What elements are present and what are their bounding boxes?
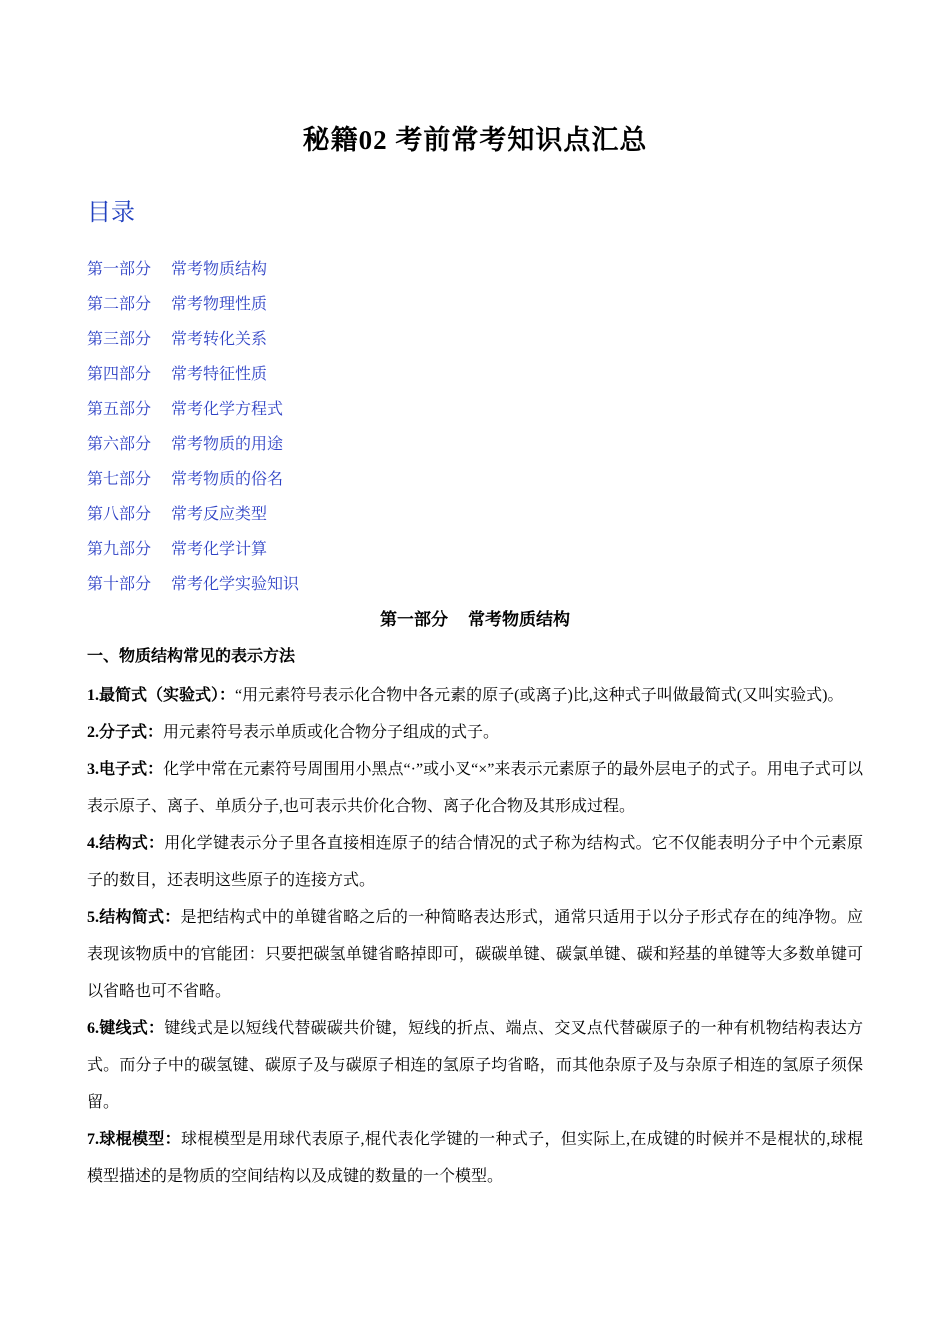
toc-item-num: 第一部分 [87,261,152,278]
part-1-num: 第一部分 [380,610,448,629]
paragraph-term: 6.键线式： [87,1020,165,1037]
toc-item-label: 常考化学实验知识 [171,576,300,593]
document-title: 秘籍02 考前常考知识点汇总 [302,125,648,155]
paragraph-text: 是把结构式中的单键省略之后的一种简略表达形式，通常只适用于以分子形式存在的纯净物。应表现该物质中的官能团：只要把碳氢单键省略掉即可，碳碳单键、碳氯单键、碳和羟基的单键等大多数单键可以省略也可不省略。 [87,909,863,1000]
paragraph-term: 3.电子式： [87,761,164,778]
toc-heading: 目录 [87,199,135,226]
toc-item-label: 常考物质结构 [171,261,268,278]
paragraph-term: 1.最简式（实验式）： [87,687,236,704]
part-1-label: 常考物质结构 [468,610,570,629]
paragraph-term: 7.球棍模型： [87,1131,181,1148]
toc-item-part-10[interactable] [87,571,299,606]
paragraph-condensed-formula [87,899,863,1010]
section-title: 一、物质结构常见的表示方法 [87,648,296,665]
toc-item-part-2[interactable] [87,291,299,326]
paragraph-text: 化学中常在元素符号周围用小黑点“·”或小叉“×”来表示元素原子的最外层电子的式子。用电子式可以表示原子、离子、单质分子,也可表示共价化合物、离子化合物及其形成过程。 [87,761,863,815]
toc-item-num: 第五部分 [87,401,152,418]
paragraph-text: “用元素符号表示化合物中各元素的原子(或离子)比,这种式子叫做最简式(又叫实验式)。 [235,687,844,704]
part-1-content [87,643,863,1195]
toc-item-label: 常考特征性质 [171,366,268,383]
toc-item-num: 第十部分 [87,576,152,593]
toc-item-label: 常考反应类型 [171,506,268,523]
toc-item-part-3[interactable] [87,326,299,361]
paragraph-term: 5.结构简式： [87,909,181,926]
paragraph-text: 球棍模型是用球代表原子,棍代表化学键的一种式子，但实际上,在成键的时候并不是棍状的,球棍模型描述的是物质的空间结构以及成键的数量的一个模型。 [87,1131,863,1185]
toc-item-num: 第八部分 [87,506,152,523]
toc-item-label: 常考物理性质 [171,296,268,313]
toc-item-label: 常考转化关系 [171,331,268,348]
toc-item-num: 第二部分 [87,296,152,313]
toc-item-part-7[interactable] [87,466,299,501]
toc-item-part-5[interactable] [87,396,299,431]
paragraph-text: 用元素符号表示单质或化合物分子组成的式子。 [163,724,500,741]
part-1-title [0,606,950,634]
paragraph-electron-formula [87,751,863,825]
paragraph-term: 2.分子式： [87,724,164,741]
paragraph-term: 4.结构式： [87,835,165,852]
toc-item-label: 常考化学方程式 [171,401,284,418]
table-of-contents [87,256,299,606]
paragraph-empirical-formula [87,677,863,714]
toc-item-part-8[interactable] [87,501,299,536]
toc-item-num: 第三部分 [87,331,152,348]
paragraph-molecular-formula [87,714,863,751]
toc-item-part-6[interactable] [87,431,299,466]
toc-item-label: 常考物质的用途 [171,436,284,453]
toc-item-label: 常考物质的俗名 [171,471,284,488]
toc-item-part-9[interactable] [87,536,299,571]
toc-item-part-4[interactable] [87,361,299,396]
toc-item-num: 第九部分 [87,541,152,558]
paragraph-text: 用化学键表示分子里各直接相连原子的结合情况的式子称为结构式。它不仅能表明分子中个元素原子的数目，还表明这些原子的连接方式。 [87,835,863,889]
toc-item-label: 常考化学计算 [171,541,268,558]
paragraph-ball-stick-model [87,1121,863,1195]
paragraph-text: 键线式是以短线代替碳碳共价键，短线的折点、端点、交叉点代替碳原子的一种有机物结构表达方式。而分子中的碳氢键、碳原子及与碳原子相连的氢原子均省略，而其他杂原子及与杂原子相连的氢原子须保留。 [87,1020,863,1111]
toc-item-num: 第四部分 [87,366,152,383]
toc-item-part-1[interactable] [87,256,299,291]
toc-item-num: 第六部分 [87,436,152,453]
paragraph-skeletal-formula [87,1010,863,1121]
toc-item-num: 第七部分 [87,471,152,488]
paragraph-structural-formula [87,825,863,899]
